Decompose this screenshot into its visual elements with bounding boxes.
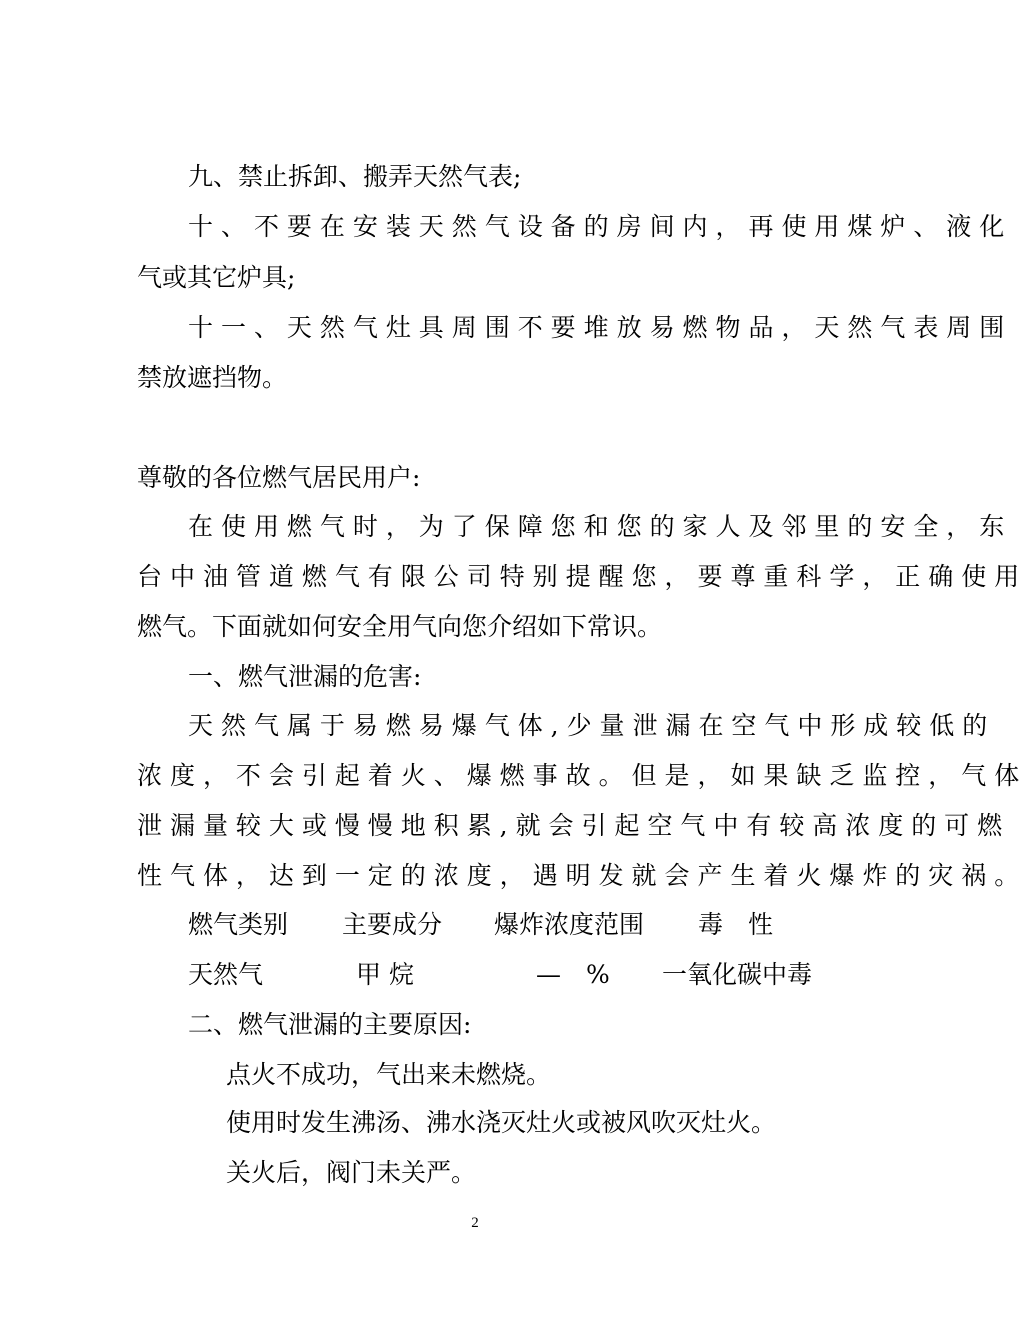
table-cell-toxicity: 一氧化碳中毒 [662, 960, 813, 989]
section-2-heading: 二、燃气泄漏的主要原因: [188, 1010, 472, 1039]
table-header-explosion-range: 爆炸浓度范围 [494, 910, 645, 939]
reason-2: 使用时发生沸汤、沸水浇灭灶火或被风吹灭灶火。 [226, 1108, 777, 1137]
reason-3: 关火后，阀门未关严。 [226, 1158, 477, 1187]
rule-eleven-line-1: 十 一 、 天 然 气 灶 具 周 围 不 要 堆 放 易 燃 物 品 ， 天 然 气 表 周 围 [188, 313, 1005, 342]
rule-ten-line-1: 十 、 不 要 在 安 装 天 然 气 设 备 的 房 间 内 ， 再 使 用 煤 炉 、 液 化 [188, 212, 1005, 241]
table-header-component: 主要成分 [342, 910, 443, 939]
section-1-line-1: 天 然 气 属 于 易 燃 易 爆 气 体 , 少 量 泄 漏 在 空 气 中 形 成 较 低 的 [188, 711, 988, 740]
intro-line-3: 燃气。下面就如何安全用气向您介绍如下常识。 [137, 612, 663, 641]
section-1-line-3: 泄 漏 量 较 大 或 慢 慢 地 积 累 , 就 会 引 起 空 气 中 有 较 高 浓 度 的 可 燃 [137, 811, 1003, 840]
intro-line-1: 在 使 用 燃 气 时 ， 为 了 保 障 您 和 您 的 家 人 及 邻 里 的 安 全 ， 东 [188, 512, 1005, 541]
section-1-line-2: 浓 度 ， 不 会 引 起 着 火 、 爆 燃 事 故 。 但 是 ， 如 果 缺 乏 监 控 ， 气 体 [137, 761, 1019, 790]
table-cell-explosion-range: — % [536, 960, 610, 989]
page-number: 2 [471, 1215, 479, 1231]
salutation: 尊敬的各位燃气居民用户: [137, 463, 421, 492]
rule-eleven-line-2: 禁放遮挡物。 [137, 363, 288, 392]
rule-ten-line-2: 气或其它炉具; [137, 263, 296, 292]
section-1-heading: 一、燃气泄漏的危害: [188, 662, 422, 691]
table-cell-component: 甲 烷 [356, 960, 414, 989]
rule-nine: 九、禁止拆卸、搬弄天然气表; [188, 162, 522, 191]
table-header-toxicity: 毒 性 [698, 910, 774, 939]
intro-line-2: 台 中 油 管 道 燃 气 有 限 公 司 特 别 提 醒 您 ， 要 尊 重 科 学 ， 正 确 使 用 [137, 562, 1019, 591]
table-cell-category: 天然气 [188, 960, 264, 989]
table-header-category: 燃气类别 [188, 910, 289, 939]
reason-1: 点火不成功，气出来未燃烧。 [226, 1060, 552, 1089]
section-1-line-4: 性 气 体 ， 达 到 一 定 的 浓 度 ， 遇 明 发 就 会 产 生 着 火 爆 炸 的 灾 祸 。 [137, 861, 1019, 890]
